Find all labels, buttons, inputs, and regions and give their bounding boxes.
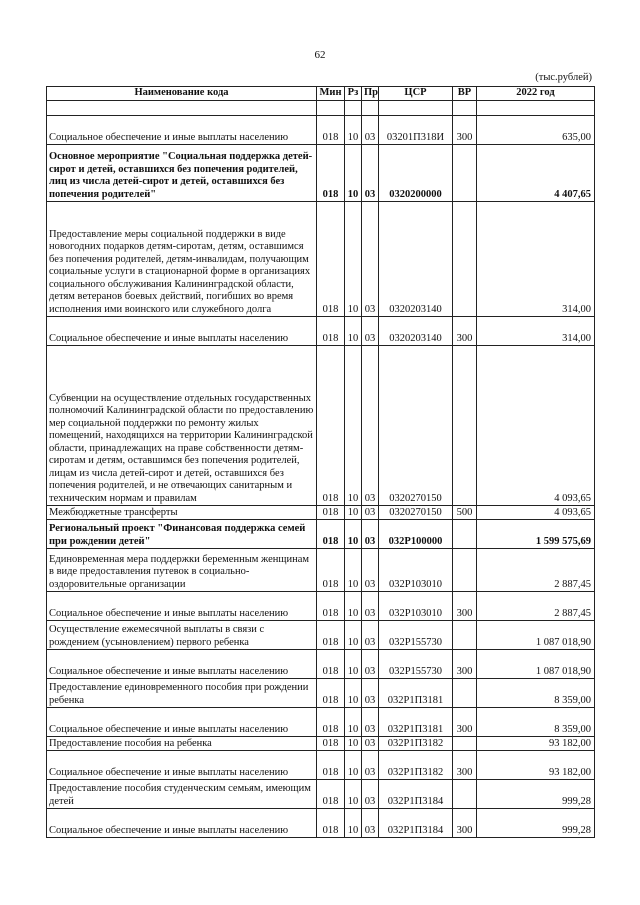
header-spacer-row [47,101,595,116]
cell-pr: 03 [362,809,379,838]
cell-min: 018 [317,592,345,621]
cell-name: Предоставление пособия на ребенка [47,737,317,751]
cell-csr: 032P1П3184 [379,809,453,838]
cell-min: 018 [317,346,345,506]
cell-csr: 032P1П3184 [379,780,453,809]
cell-pr: 03 [362,751,379,780]
cell-amount: 4 407,65 [477,145,595,202]
cell-vr: 300 [453,751,477,780]
header-min: Мин [317,87,345,101]
cell-amount: 1 087 018,90 [477,621,595,650]
cell-min: 018 [317,737,345,751]
cell-pr: 03 [362,317,379,346]
units-label: (тыс.рублей) [535,72,592,83]
cell-amount: 314,00 [477,202,595,317]
header-pr: Пр [362,87,379,101]
cell-min: 018 [317,520,345,549]
cell-name: Единовременная мера поддержки беременным женщинам в виде предоставления путевок в социально-оздоровительные организации [47,549,317,592]
table-row [47,346,595,506]
cell-pr: 03 [362,346,379,506]
cell-rz: 10 [345,346,362,506]
cell-min: 018 [317,751,345,780]
cell-vr: 300 [453,116,477,145]
cell-csr: 0320200000 [379,145,453,202]
cell-rz: 10 [345,145,362,202]
header-csr: ЦСР [379,87,453,101]
table-row [47,549,595,592]
cell-name: Социальное обеспечение и иные выплаты населению [47,592,317,621]
cell-pr: 03 [362,621,379,650]
table-row [47,317,595,346]
cell-vr: 500 [453,506,477,520]
cell-rz: 10 [345,621,362,650]
cell-csr: 032P103010 [379,549,453,592]
cell-amount: 999,28 [477,809,595,838]
cell-amount: 8 359,00 [477,708,595,737]
cell-vr [453,737,477,751]
table-row [47,650,595,679]
cell-vr: 300 [453,809,477,838]
table-row [47,520,595,549]
cell-csr: 032P1П3182 [379,751,453,780]
table-row [47,780,595,809]
cell-rz: 10 [345,116,362,145]
cell-name: Социальное обеспечение и иные выплаты населению [47,116,317,145]
cell-name: Социальное обеспечение и иные выплаты населению [47,809,317,838]
cell-name: Осуществление ежемесячной выплаты в связи с рождением (усыновлением) первого ребенка [47,621,317,650]
cell-rz: 10 [345,549,362,592]
cell-min: 018 [317,317,345,346]
cell-csr: 032P1П3181 [379,679,453,708]
cell-csr: 032P1П3182 [379,737,453,751]
header-name: Наименование кода [47,87,317,101]
cell-rz: 10 [345,679,362,708]
cell-pr: 03 [362,650,379,679]
cell-amount: 1 599 575,69 [477,520,595,549]
cell-vr [453,346,477,506]
cell-pr: 03 [362,145,379,202]
cell-csr: 032P1П3181 [379,708,453,737]
cell-vr [453,520,477,549]
table-row [47,751,595,780]
table-row [47,737,595,751]
cell-rz: 10 [345,809,362,838]
cell-rz: 10 [345,751,362,780]
table-row [47,202,595,317]
cell-csr: 0320203140 [379,317,453,346]
cell-min: 018 [317,621,345,650]
header-vr: ВР [453,87,477,101]
cell-name: Социальное обеспечение и иные выплаты населению [47,317,317,346]
cell-min: 018 [317,506,345,520]
table-row [47,145,595,202]
table-row [47,708,595,737]
cell-csr: 0320270150 [379,346,453,506]
cell-pr: 03 [362,549,379,592]
cell-rz: 10 [345,202,362,317]
cell-amount: 314,00 [477,317,595,346]
cell-amount: 1 087 018,90 [477,650,595,679]
cell-vr: 300 [453,317,477,346]
cell-name: Региональный проект "Финансовая поддержка семей при рождении детей" [47,520,317,549]
table-row [47,116,595,145]
cell-name: Предоставление пособия студенческим семьям, имеющим детей [47,780,317,809]
cell-name: Социальное обеспечение и иные выплаты населению [47,708,317,737]
cell-pr: 03 [362,520,379,549]
cell-rz: 10 [345,506,362,520]
cell-pr: 03 [362,116,379,145]
cell-vr [453,780,477,809]
cell-min: 018 [317,116,345,145]
cell-rz: 10 [345,780,362,809]
cell-name: Предоставление единовременного пособия при рождении ребенка [47,679,317,708]
cell-min: 018 [317,708,345,737]
page-number: 62 [314,49,326,61]
cell-vr [453,549,477,592]
cell-vr [453,621,477,650]
cell-amount: 93 182,00 [477,737,595,751]
cell-amount: 635,00 [477,116,595,145]
cell-vr [453,679,477,708]
cell-rz: 10 [345,737,362,751]
cell-amount: 999,28 [477,780,595,809]
cell-csr: 0320203140 [379,202,453,317]
cell-amount: 8 359,00 [477,679,595,708]
cell-min: 018 [317,202,345,317]
cell-rz: 10 [345,708,362,737]
table-row [47,506,595,520]
cell-min: 018 [317,809,345,838]
table-row [47,809,595,838]
cell-vr [453,145,477,202]
cell-pr: 03 [362,780,379,809]
cell-pr: 03 [362,737,379,751]
cell-min: 018 [317,679,345,708]
cell-min: 018 [317,145,345,202]
cell-csr: 032P103010 [379,592,453,621]
header-rz: Рз [345,87,362,101]
cell-name: Социальное обеспечение и иные выплаты населению [47,650,317,679]
cell-csr: 032P155730 [379,650,453,679]
table-row [47,679,595,708]
cell-amount: 4 093,65 [477,346,595,506]
table-header-row [47,87,595,101]
cell-rz: 10 [345,650,362,679]
cell-min: 018 [317,549,345,592]
cell-pr: 03 [362,506,379,520]
cell-csr: 032P155730 [379,621,453,650]
cell-name: Субвенции на осуществление отдельных государственных полномочий Калининградской области по предоставлению мер социальной поддержки по ремонту жилых помещений, находящихся на территории Калининградской области, принадлежащих на праве собственности детям-сиротам и детям, оставшимся без попечения родителей, лицам из числа детей-сирот и детей, оставшихся без попечения родителей, и не отвечающих санитарным и техническим нормам и правилам [47,346,317,506]
header-year: 2022 год [477,87,595,101]
cell-vr: 300 [453,592,477,621]
cell-csr: 032P100000 [379,520,453,549]
cell-amount: 2 887,45 [477,549,595,592]
cell-name: Предоставление меры социальной поддержки в виде новогодних подарков детям-сиротам, детям, оставшимся без попечения родителей, детям-инвалидам, получающим социальные услуги в стационарной форме в организациях социального обслуживания Калининградской области, детям ветеранов боевых действий, погибших во время исполнения ими воинского или служебного долга [47,202,317,317]
budget-table [46,86,595,838]
cell-vr: 300 [453,708,477,737]
cell-pr: 03 [362,202,379,317]
cell-csr: 0320270150 [379,506,453,520]
cell-pr: 03 [362,592,379,621]
cell-amount: 2 887,45 [477,592,595,621]
cell-name: Социальное обеспечение и иные выплаты населению [47,751,317,780]
cell-rz: 10 [345,520,362,549]
cell-csr: 03201П318И [379,116,453,145]
cell-amount: 4 093,65 [477,506,595,520]
cell-min: 018 [317,780,345,809]
cell-vr: 300 [453,650,477,679]
cell-vr [453,202,477,317]
cell-pr: 03 [362,679,379,708]
cell-pr: 03 [362,708,379,737]
cell-min: 018 [317,650,345,679]
cell-name: Основное мероприятие "Социальная поддержка детей-сирот и детей, оставшихся без попечения родителей, лиц из числа детей-сирот и детей, оставшихся без попечения родителей" [47,145,317,202]
table-row [47,621,595,650]
table-row [47,592,595,621]
cell-name: Межбюджетные трансферты [47,506,317,520]
cell-rz: 10 [345,592,362,621]
cell-amount: 93 182,00 [477,751,595,780]
cell-rz: 10 [345,317,362,346]
